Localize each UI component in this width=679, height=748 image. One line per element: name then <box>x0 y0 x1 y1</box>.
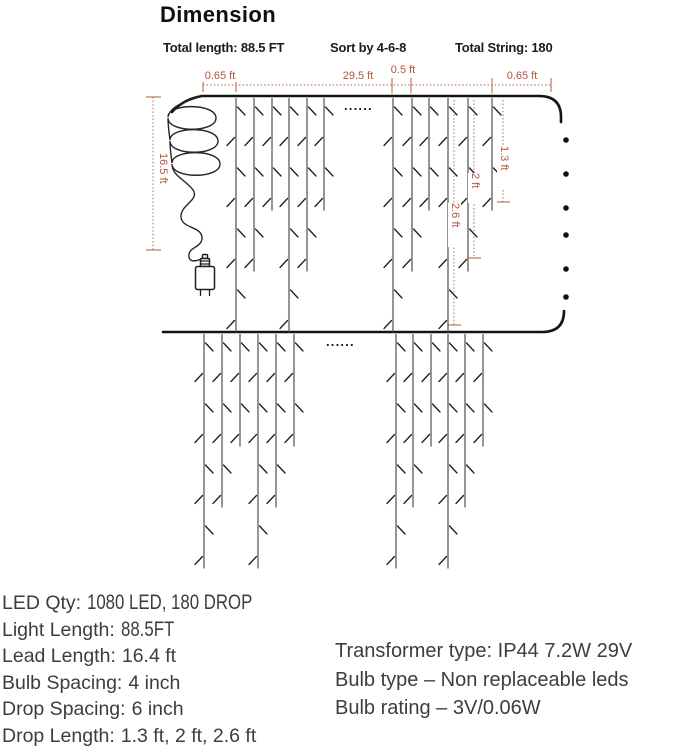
bulb-tick <box>278 404 286 412</box>
bulb-tick <box>467 343 475 351</box>
bulb-tick <box>470 229 478 237</box>
bulb-tick <box>285 374 293 382</box>
continuation-dots-bottom: ...... <box>326 334 355 349</box>
bulb-tick <box>206 465 214 473</box>
bulb-tick <box>224 465 232 473</box>
bulb-tick <box>439 435 447 443</box>
bulb-tick <box>431 107 439 115</box>
bulb-tick <box>485 343 493 351</box>
bulb-tick <box>439 260 447 268</box>
bulb-tick <box>298 199 306 207</box>
bulb-tick <box>285 435 293 443</box>
bulb-tick <box>245 260 253 268</box>
spec-list-right <box>335 637 632 723</box>
bulb-tick <box>260 526 268 534</box>
bulb-tick <box>231 435 239 443</box>
bulb-tick <box>450 404 458 412</box>
bulb-tick <box>326 168 334 176</box>
bulb-tick <box>309 229 317 237</box>
bulb-tick <box>291 229 299 237</box>
bulb-tick <box>404 435 412 443</box>
bulb-tick <box>485 404 493 412</box>
bulb-tick <box>456 496 464 504</box>
bulb-tick <box>274 107 282 115</box>
spec-lead-length: Lead Length: 16.4 ft <box>2 645 177 667</box>
continuation-dots-right <box>563 137 569 300</box>
dim-drop-medium: 2 ft <box>468 173 481 203</box>
bulb-tick <box>415 404 423 412</box>
bulb-tick <box>249 374 257 382</box>
bulb-tick <box>263 138 271 146</box>
bulb-tick <box>384 138 392 146</box>
dim-lead-gap-left: 0.65 ft <box>197 71 243 82</box>
bulb-tick <box>280 321 288 329</box>
bulb-tick <box>213 374 221 382</box>
bulb-tick <box>267 435 275 443</box>
bulb-tick <box>227 138 235 146</box>
bulb-tick <box>483 199 491 207</box>
bulb-tick <box>227 321 235 329</box>
bulb-tick <box>483 138 491 146</box>
bulb-tick <box>395 107 403 115</box>
bulb-tick <box>415 343 423 351</box>
bulb-tick <box>260 465 268 473</box>
bulb-tick <box>278 465 286 473</box>
bulb-tick <box>249 557 257 565</box>
bulb-tick <box>274 168 282 176</box>
bulb-tick <box>249 435 257 443</box>
bulb-tick <box>280 260 288 268</box>
bulb-tick <box>224 404 232 412</box>
bulb-tick <box>456 374 464 382</box>
bulb-tick <box>439 496 447 504</box>
bulb-tick <box>450 168 458 176</box>
bulb-tick <box>398 343 406 351</box>
page-title: Dimension <box>160 2 277 27</box>
bulb-tick <box>256 107 264 115</box>
bulb-tick <box>403 199 411 207</box>
bulb-tick <box>326 107 334 115</box>
dim-lead-length: 16.5 ft <box>156 153 169 195</box>
spec-light-length: Light Length: 88.5FT <box>2 617 174 641</box>
sort-by-label: Sort by 4-6-8 <box>330 40 407 55</box>
total-string-label: Total String: 180 <box>455 40 553 55</box>
bulb-tick <box>414 168 422 176</box>
bulb-tick <box>213 496 221 504</box>
continuation-dots-top: ...... <box>344 98 373 113</box>
bulb-tick <box>384 321 392 329</box>
bulb-tick <box>395 168 403 176</box>
bottom-wire <box>163 311 564 332</box>
spec-led-qty: LED Qty: 1080 LED, 180 DROP <box>2 591 253 614</box>
bulb-tick <box>245 199 253 207</box>
bulb-tick <box>450 526 458 534</box>
bulb-tick <box>195 496 203 504</box>
bulb-tick <box>267 374 275 382</box>
bulb-tick <box>224 343 232 351</box>
bulb-tick <box>291 107 299 115</box>
bulb-tick <box>420 138 428 146</box>
bulb-tick <box>238 168 246 176</box>
bulb-tick <box>439 374 447 382</box>
bulb-tick <box>450 343 458 351</box>
bulb-tick <box>450 465 458 473</box>
bulb-tick <box>384 260 392 268</box>
bulb-tick <box>260 343 268 351</box>
bulb-tick <box>195 374 203 382</box>
bulb-tick <box>206 526 214 534</box>
bulb-tick <box>414 107 422 115</box>
bulb-tick <box>206 343 214 351</box>
bulb-tick <box>231 374 239 382</box>
bulb-tick <box>387 374 395 382</box>
bulb-tick <box>470 107 478 115</box>
spec-bulb-type: Bulb type – Non replaceable leds <box>335 668 629 691</box>
bulb-tick <box>298 260 306 268</box>
bulb-tick <box>309 107 317 115</box>
bulb-tick <box>404 374 412 382</box>
bulb-tick <box>384 199 392 207</box>
bulb-tick <box>467 404 475 412</box>
bulb-tick <box>433 404 441 412</box>
bulb-tick <box>291 168 299 176</box>
bulb-tick <box>309 168 317 176</box>
bulb-tick <box>278 343 286 351</box>
bulb-tick <box>238 107 246 115</box>
bulb-tick <box>296 343 304 351</box>
bulb-tick <box>291 290 299 298</box>
bulb-tick <box>439 557 447 565</box>
bulb-tick <box>450 290 458 298</box>
bulb-tick <box>387 557 395 565</box>
bulb-tick <box>415 465 423 473</box>
bulb-tick <box>242 404 250 412</box>
bulb-tick <box>227 199 235 207</box>
bulb-tick <box>439 321 447 329</box>
bulb-tick <box>195 557 203 565</box>
bulb-tick <box>459 138 467 146</box>
bulb-tick <box>280 138 288 146</box>
bulb-tick <box>227 260 235 268</box>
bulb-tick <box>256 229 264 237</box>
dim-end-gap-right: 0.65 ft <box>499 71 545 82</box>
bulb-tick <box>213 435 221 443</box>
bulb-tick <box>249 496 257 504</box>
bulb-tick <box>395 290 403 298</box>
bulb-tick <box>267 496 275 504</box>
bulb-tick <box>395 229 403 237</box>
bulb-tick <box>450 107 458 115</box>
bulb-tick <box>263 199 271 207</box>
bulb-tick <box>206 404 214 412</box>
bulb-tick <box>422 374 430 382</box>
bulb-tick <box>195 435 203 443</box>
bulb-tick <box>456 435 464 443</box>
bulb-tick <box>403 260 411 268</box>
bulb-tick <box>256 168 264 176</box>
bulb-tick <box>245 138 253 146</box>
bulb-tick <box>420 199 428 207</box>
bulb-tick <box>494 107 502 115</box>
bulb-tick <box>474 435 482 443</box>
bulb-tick <box>280 199 288 207</box>
dim-main-span: 29.5 ft <box>334 71 382 82</box>
spec-bulb-spacing: Bulb Spacing: 4 inch <box>2 671 181 694</box>
bulb-tick <box>414 229 422 237</box>
bulb-tick <box>433 343 441 351</box>
bulb-tick <box>398 404 406 412</box>
spec-bulb-rating: Bulb rating – 3V/0.06W <box>335 697 541 719</box>
bulb-tick <box>387 435 395 443</box>
bulb-tick <box>404 496 412 504</box>
bulb-tick <box>459 260 467 268</box>
bulb-tick <box>242 343 250 351</box>
bulb-tick <box>431 168 439 176</box>
dim-drop-short: 1.3 ft <box>497 146 510 190</box>
bulb-tick <box>315 199 323 207</box>
bulb-tick <box>238 290 246 298</box>
spec-drop-spacing: Drop Spacing: 6 inch <box>2 698 184 720</box>
bulb-tick <box>296 404 304 412</box>
spec-transformer-type: Transformer type: IP44 7.2W 29V <box>335 640 633 662</box>
bulb-tick <box>387 496 395 504</box>
bulb-tick <box>439 138 447 146</box>
bulb-tick <box>439 199 447 207</box>
bulb-tick <box>467 465 475 473</box>
spec-drop-length: Drop Length: 1.3 ft, 2 ft, 2.6 ft <box>2 724 257 747</box>
dim-drop-long: 2.6 ft <box>448 203 461 247</box>
spec-list-left <box>2 590 294 748</box>
bulb-tick <box>422 435 430 443</box>
bulb-tick <box>298 138 306 146</box>
dim-drop-gap: 0.5 ft <box>382 65 424 76</box>
bulb-tick <box>238 229 246 237</box>
bulb-tick <box>315 138 323 146</box>
bulb-tick <box>403 138 411 146</box>
bulb-tick <box>398 526 406 534</box>
bulb-tick <box>260 404 268 412</box>
lead-wire-coil <box>168 97 220 261</box>
bulb-tick <box>474 374 482 382</box>
bulb-tick <box>398 465 406 473</box>
total-length-label: Total length: 88.5 FT <box>163 40 285 55</box>
